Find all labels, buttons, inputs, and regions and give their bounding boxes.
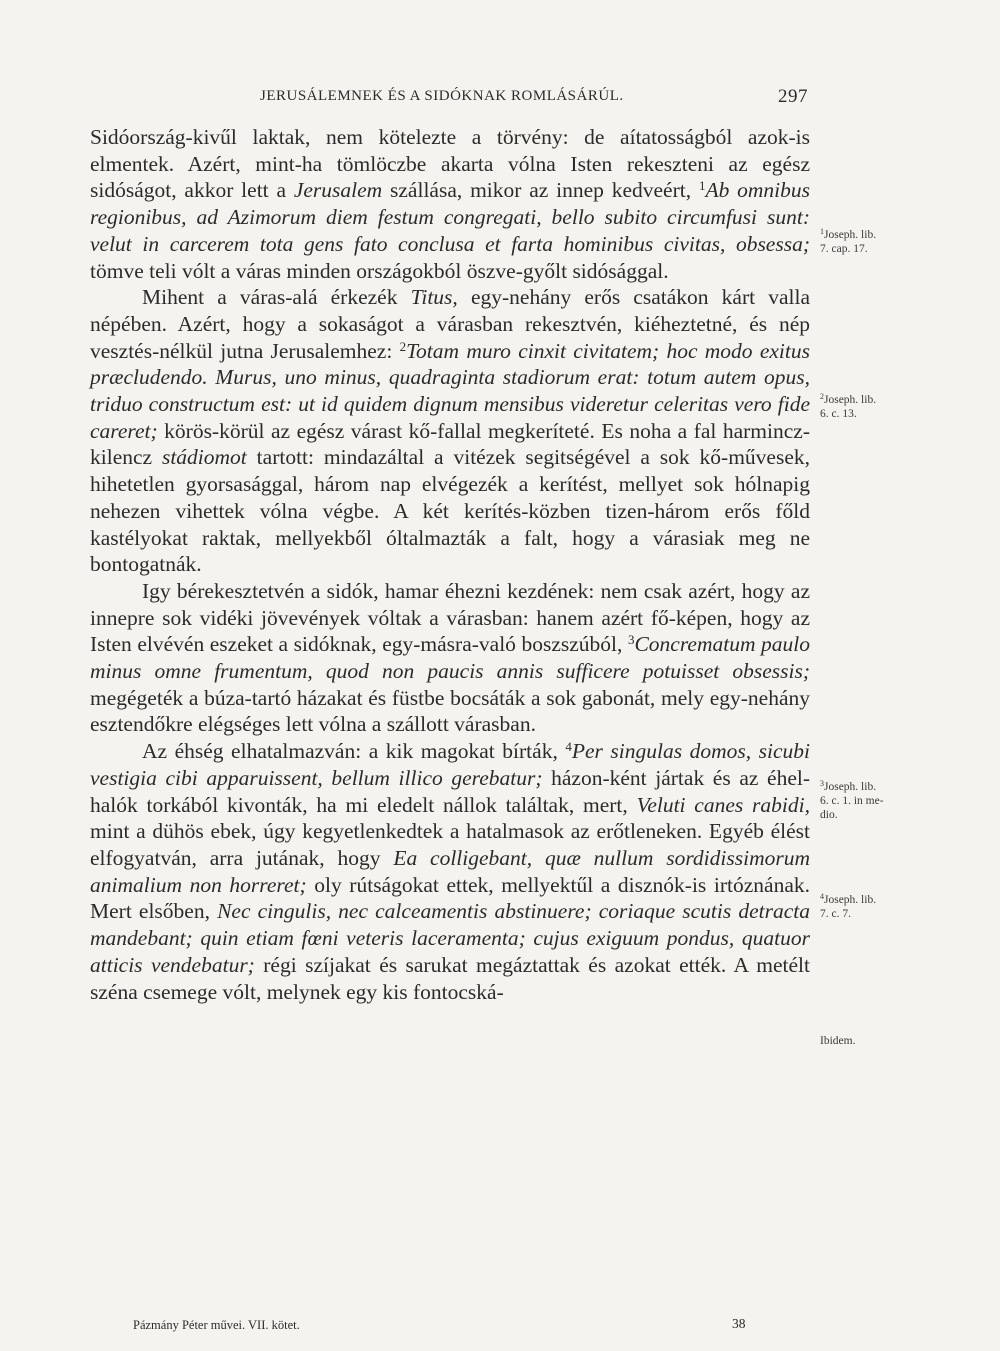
note-text: 7. cap. 17.	[820, 243, 868, 255]
text-run: Sidóország-kivűl laktak, nem kötelezte a törvény: de aítatosságból azok-is elmentek. Azért, mint-ha tömlöczbe akarta vólna Isten rekeszteni az egész sidóságot, akkor lett a	[90, 125, 810, 203]
note-text: dio.	[820, 809, 838, 821]
latin-quote: Nec cingulis, nec calceamentis abstinuere; coriaque scutis detracta mandebant; quin etiam fœni veteris laceramenta; cujus exiguum pondus, quatuor atticis vendebatur;	[90, 899, 810, 977]
latin-quote: Ab omnibus regionibus, ad Azimorum diem festum congregati, bello subito circumfusi sunt: velut in carcerem tota gens fato conclusa et farta hominibus civitas, obsessa;	[90, 178, 811, 256]
note-text: Joseph. lib.	[824, 894, 877, 906]
note-text: 7. c. 7.	[820, 908, 851, 920]
note-number: 3	[820, 779, 824, 788]
footer-series: Pázmány Péter művei. VII. kötet.	[133, 1318, 300, 1332]
footnote-ref: 1	[698, 178, 706, 194]
note-text: Joseph. lib.	[824, 229, 877, 241]
text-run: tömve teli vólt a váras minden országokból öszve-győlt sidósággal.	[90, 258, 669, 283]
text-run: egy-nehány erős csatákon kárt valla népében. Azért, hogy a sokaságot a várasban rekesztvén, kiéheztetné, és nép vesztés-nélkül jutna Jerusalemhez:	[90, 285, 810, 363]
latin-quote: Titus,	[410, 285, 458, 310]
text-run: mint a dühös ebek, úgy kegyetlenkedtek a hatalmasok az erőtleneken. Egyéb élést elfogyatván, arra jutának, hogy	[90, 819, 810, 870]
paragraph-4	[90, 738, 810, 1005]
marginal-note-3	[820, 780, 920, 822]
text-run: oly rútságokat ettek, mellyektűl a disznók-is irtóznának. Mert elsőben,	[90, 872, 810, 924]
note-line	[820, 893, 920, 907]
marginal-note-1	[820, 228, 920, 256]
note-line	[820, 1034, 920, 1048]
paragraph-2	[90, 284, 810, 578]
marginal-note-2	[820, 393, 920, 421]
note-line	[820, 794, 920, 808]
latin-quote: stádiomot	[161, 445, 247, 470]
paragraph-1	[90, 124, 810, 284]
text-run: megégeték a búza-tartó házakat és füstbe bocsáták a sok gabonát, mely egy-nehány esztendőkre elégséges lett vólna a szállott várasban.	[90, 685, 810, 737]
text-run: körös-körül az egész várast kő-fallal megkeríteté. Es noha a fal harmincz-kilencz	[90, 418, 810, 470]
footer-signature: 38	[732, 1316, 746, 1331]
paragraph-3	[90, 578, 810, 738]
note-line	[820, 808, 920, 822]
note-text: Ibidem.	[820, 1035, 856, 1047]
running-header	[90, 86, 810, 110]
note-number: 1	[820, 227, 824, 236]
latin-quote: Jerusalem	[293, 178, 383, 203]
note-text: Joseph. lib.	[824, 394, 877, 406]
note-number: 2	[820, 392, 824, 401]
note-text: 6. c. 13.	[820, 408, 857, 420]
text-run: Igy bérekesztetvén a sidók, hamar éhezni kezdének: nem csak azért, hogy az innepre sok vidéki jövevények vóltak a várasban: hanem azért fő-képen, hogy az Isten elvévén eszeket a sidóknak, egy-másra-való boszszúból,	[90, 578, 810, 657]
text-run: Az éhség elhatalmazván: a kik magokat bírták,	[142, 739, 566, 764]
note-line	[820, 393, 920, 407]
latin-quote: Concrematum paulo minus omne frumentum, quod non paucis annis sufficere potuisset obsessis;	[90, 632, 810, 684]
text-run: szállása, mikor az innep kedveért,	[382, 178, 699, 203]
latin-quote: Totam muro cinxit civitatem; hoc modo exitus præcludendo. Murus, uno minus, quadraginta stadiorum erat: totum autem opus, triduo constructum est: ut id quidem dignum mensibus videretur celeritas vero fide careret;	[90, 338, 810, 443]
latin-quote: Ea colligebant, quæ nullum sordidissimorum animalium non horreret;	[90, 845, 811, 897]
footnote-ref: 2	[399, 338, 407, 354]
text-run: régi szíjakat és sarukat megáztattak és azokat ették. A metélt széna csemege vólt, melynek egy kis fontocská-	[90, 952, 811, 1004]
marginal-note-4	[820, 893, 920, 921]
note-line	[820, 228, 920, 242]
note-text: 6. c. 1. in me-	[820, 795, 884, 807]
note-text: Joseph. lib.	[824, 781, 877, 793]
text-run: tartott: mindazáltal a vitézek segitségével a sok kő-művesek, hihetetlen gyorsasággal, három nap elvégezék a kerítést, mellyet sok hólnapig nehezen vihettek vólna végbe. A két kerítés-közben tizen-három erős főld kastélyokat raktak, mellyekből óltalmazták a falt, hogy a várasiak meg ne bontogatnák.	[90, 445, 811, 577]
note-line	[820, 780, 920, 794]
header-title: JERUSÁLEMNEK ÉS A SIDÓKNAK ROMLÁSÁRÚL.	[260, 88, 624, 104]
note-line	[820, 242, 920, 256]
text-run: házon-ként jártak és az éhel-halók torkából kivonták, ha mi eledelt nállok találtak, mert,	[90, 765, 811, 817]
footnote-ref: 3	[627, 632, 635, 648]
latin-quote: Veluti canes rabidi,	[636, 792, 810, 817]
text-run: Mihent a váras-alá érkezék	[142, 285, 411, 310]
page-number: 297	[778, 86, 808, 107]
note-number: 4	[820, 892, 824, 901]
note-line	[820, 907, 920, 921]
footnote-ref: 4	[565, 739, 572, 755]
body-text	[90, 124, 810, 1005]
note-line	[820, 407, 920, 421]
marginal-note-5	[820, 1034, 920, 1048]
latin-quote: Per singulas domos, sicubi vestigia cibi apparuissent, bellum illico gerebatur;	[90, 739, 810, 790]
